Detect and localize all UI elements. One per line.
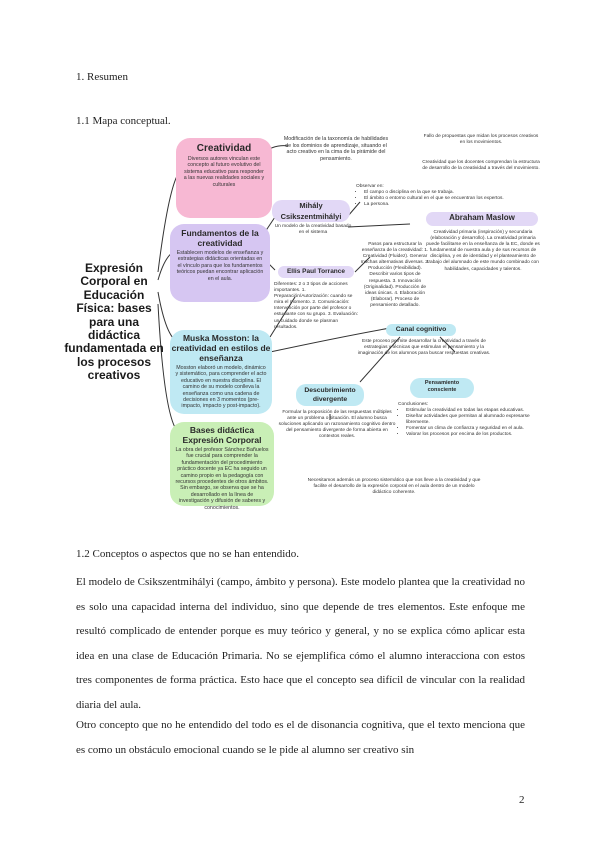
node-bases-title: Bases didáctica Expresión Corporal — [182, 425, 262, 445]
node-bases — [170, 422, 274, 511]
conclusiones-item: • Fomentar un clima de confianza y seguridad en el aula. — [406, 426, 542, 432]
paragraph-1: El modelo de Csikszentmihályi (campo, ámbito y persona). Este modelo plantea que la creatividad no es solo una capacidad interna del individuo, sino que depende de tres elementos. Este enfoque me resultó complicado de entender porque es muy teórico y general, y no se explica cómo aplicar esta idea en una clase de Educación Primaria. No se ejemplifica cómo el alumno interacciona con estos tres componentes de forma práctica. Esto hace que el concepto sea difícil de vincular con la realidad diaria del aula. — [76, 576, 525, 711]
node-fundamentos-text: Establecen modelos de enseñanza y estrategias didácticas orientadas en el vínculo para que los fundamentos teóricos puedan encontrar aplicación en el aula. — [176, 250, 264, 282]
conclusiones-item: • Estimular la creatividad en todas las etapas educativas. — [406, 408, 542, 414]
node-bases-text: La obra del profesor Sánchez Bañuelos fue crucial para comprender la fundamentación del procedimiento práctico docente ya EC ha seguido un camino propio en la pedagogía con recursos procedentes de otros ámbitos. Sin embargo, se observa que se ha desarrollado en la línea de investigación y difusión de saberes y conocimientos. — [175, 447, 269, 511]
note-descubrimiento: Formular la proposición de las respuestas múltiples ante un problema o situación. El alumno busca soluciones aplicando un razonamiento cognitivo dentro del pensamiento divergente de forma abierta en contextos reales. — [278, 410, 396, 440]
subsection-concepts-title: 1.2 Conceptos o aspectos que no se han entendido. — [76, 548, 300, 560]
map-center-title: Expresión Corporal en Educación Física: bases para una didáctica fundamentada en los procesos creativos — [64, 261, 164, 383]
tag-torrance: Ellis Paul Torrance — [278, 266, 354, 278]
section-title: 1. Resumen — [76, 71, 128, 83]
tag-descubrimiento-divergente: Descubrimiento divergente — [296, 384, 364, 406]
note-fallo: Fallo de propuestas que midan los procesos creativos en los movimientos. — [423, 134, 539, 146]
node-mosston-text: Mosston elaboró un modelo, dinámico y sistemático, para comprender el acto educativo en nuestra disciplina. El camino de su modelo conlleva la enseñanza como una cadena de decisiones en 3 momentos (pre-impacto, impacto y post-impacto). — [175, 365, 267, 410]
node-mosston — [170, 330, 272, 414]
note-torrance: Pasos para estructurar la enseñanza de la creatividad: 1. Creatividad (Fluidez). Generar muchas alternativas diversas. 2. Producción (Flexibilidad). Describir varios tipos de respuesta. 3. Innovación (Originalidad). Producción de ideas únicas. 4. Elaboración (Elaborar). Proceso de pensamiento detallado. — [360, 242, 430, 308]
note-csik-text: Un modelo de la creatividad basado en el sistema — [274, 224, 352, 236]
node-creatividad-title: Creatividad — [196, 143, 252, 154]
node-creatividad — [176, 138, 272, 218]
tag-pensamiento-consciente: Pensamiento consciente — [410, 378, 474, 398]
node-creatividad-text: Diversos autores vinculan este concepto al futuro evolutivo del sistema educativo para responder a las nuevas realidades sociales y culturales — [183, 156, 265, 188]
note-canal: Este proceso permite desarrollar la creatividad a través de estrategias y técnicas que estimulan el pensamiento y la imaginación de los alumnos para buscar respuestas creativas. — [357, 339, 491, 357]
note-maslow: Creatividad primaria (inspiración) y secundaria (elaboración y desarrollo). La creatividad primaria puede facilitarse en la enseñanza de la EC, donde es fundamental de nuestra aula y de sus recursos de disciplina, y es de identidad y el planteamiento de trabajo del alumnado de este mundo combinado con habilidades, capacidades y talentos. — [426, 230, 540, 272]
observar-item: • La persona. — [364, 202, 506, 208]
note-taxonomia: Modificación de la taxonomía de habilidades de los dominios de aprendizaje, situando el acto creativo en la cima de la pirámide del pensamiento. — [283, 136, 389, 162]
note-decisiones: Diferentes: 2 o 3 tipos de acciones importantes. 1. Preparación/Autorización: cuando se mira el momento. 2. Comunicación: Intervención por parte del profesor o estudiante con su grupo. 3. Evaluación: un cuidado donde se plasman resultados. — [274, 282, 359, 330]
node-fundamentos-title: Fundamentos de la creatividad — [181, 228, 259, 248]
observar-item: • El ámbito o entorno cultural en el que se encuentran los expertos. — [364, 196, 506, 202]
paragraph-2: Otro concepto que no he entendido del todo es el de disonancia cognitiva, que el texto menciona que es como un obstáculo emocional cuando se le pide al alumno ser creativo sin — [76, 719, 525, 756]
note-conclusiones-label: Conclusiones: — [398, 402, 429, 407]
note-conclusiones — [398, 402, 542, 474]
tag-csikszentmihalyi: Mihály Csikszentmihályi — [272, 200, 350, 222]
page-number: 2 — [519, 794, 525, 806]
node-mosston-title: Muska Mosston: la creatividad en estilos de enseñanza — [171, 333, 271, 363]
concept-map — [60, 132, 545, 510]
tag-maslow: Abraham Maslow — [426, 212, 538, 226]
conclusiones-item: • Diseñar actividades que permitan al alumnado expresarse libremente. — [406, 414, 542, 426]
note-bottom: Necesitamos además un proceso sistemático que nos lleve a la creatividad y que facilite el desarrollo de la expresión corporal en el aula dentro de un modelo didáctico coherente. — [307, 478, 481, 496]
tag-canal-cognitivo: Canal cognitivo — [386, 324, 456, 336]
note-observar-label: Observar en: — [356, 184, 384, 189]
note-fallo-2: Creatividad que los docentes comprendan la estructura de desarrollo de la creatividad a través del movimiento. — [422, 160, 540, 172]
subsection-map-title: 1.1 Mapa conceptual. — [76, 115, 171, 127]
node-fundamentos — [170, 224, 270, 302]
conclusiones-item: • Valorar los procesos por encima de los productos. — [406, 432, 542, 438]
observar-item: • El campo o disciplina en la que se trabaja. — [364, 190, 506, 196]
